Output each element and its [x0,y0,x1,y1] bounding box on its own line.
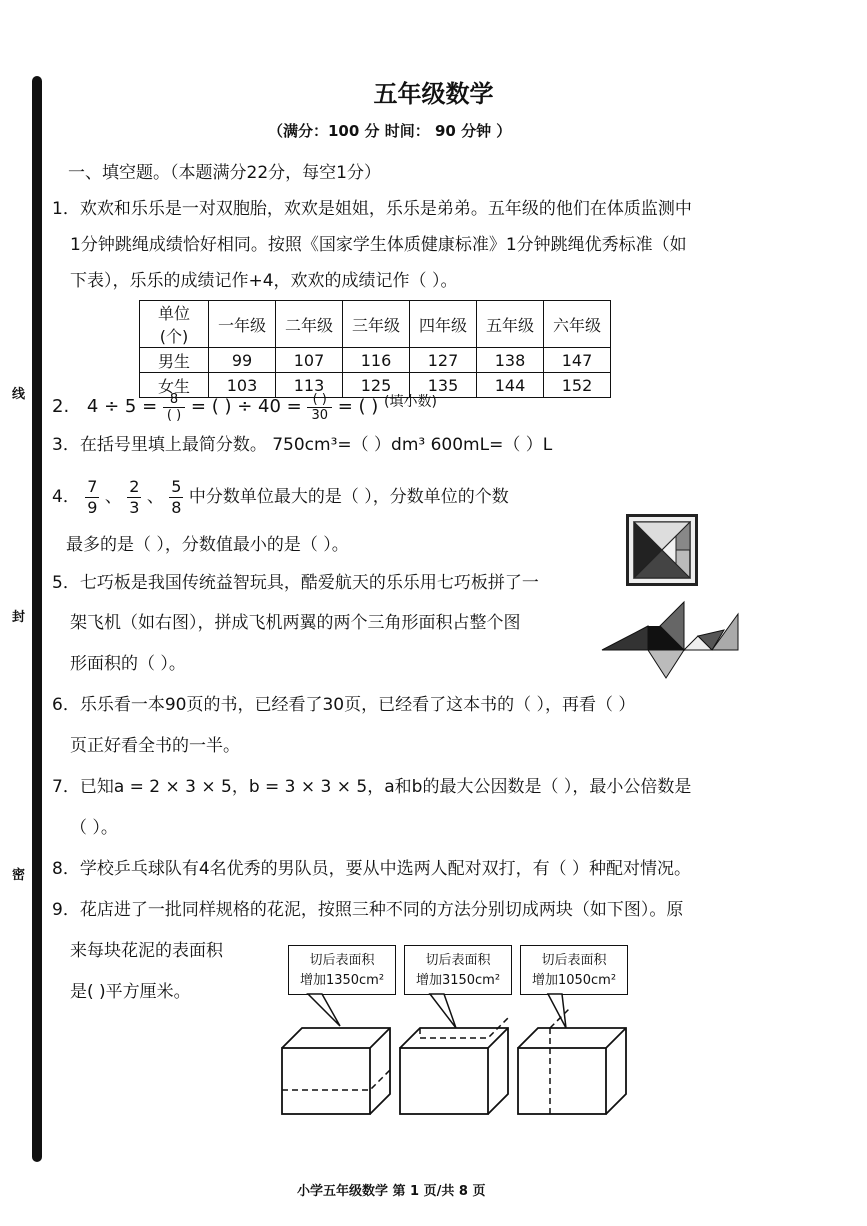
q4-line1 [52,474,509,520]
callout-box [288,945,396,995]
q9-line2: 来每块花泥的表面积 [70,941,223,961]
q5-line1: 5．七巧板是我国传统益智玩具，酷爱航天的乐乐用七巧板拼了一 [52,573,539,593]
q9-line3: 是( )平方厘米。 [70,982,191,1002]
q7-line1: 7．已知a = 2 × 3 × 5，b = 3 × 3 × 5，a和b的最大公因数是（ ），最小公倍数是 [52,777,692,797]
q4-fraction-2 [127,477,141,518]
q4-separator: 、 [104,487,122,507]
table-cell: 99 [209,348,276,373]
table-header-row [140,301,611,348]
table-cell: 107 [276,348,343,373]
exam-info: （满分：100 分 时间： 90 分钟 ） [268,122,512,140]
callout-value: 增加1050cm² [531,973,617,988]
table-header: 一年级 [209,301,276,348]
section-heading: 一、填空题。（本题满分22分，每空1分） [68,163,381,183]
q1-line1: 1．欢欢和乐乐是一对双胞胎，欢欢是姐姐，乐乐是弟弟。五年级的他们在体质监测中 [52,199,692,219]
table-cell: 138 [477,348,544,373]
fraction-numerator: 7 [87,476,98,496]
callout-value: 增加3150cm² [415,973,501,988]
table-header: 二年级 [276,301,343,348]
table-cell: 144 [477,373,544,398]
binding-char-mi: 密 [12,868,26,883]
table-cell: 135 [410,373,477,398]
q5-line2: 架飞机（如右图），拼成飞机两翼的两个三角形面积占整个图 [70,613,521,633]
q4-text: 中分数单位最大的是（ ），分数单位的个数 [188,487,509,507]
table-header: 单位(个) [140,301,209,348]
table-cell: 男生 [140,348,209,373]
q4-fraction-1 [85,477,99,518]
cut-cuboids-figure [270,990,640,1120]
q6-line1: 6．乐乐看一本90页的书，已经看了30页，已经看了这本书的（ ），再看（ ） [52,695,636,715]
table-header: 三年级 [343,301,410,348]
binding-char-feng: 封 [12,610,26,625]
tangram-square-figure [626,514,698,586]
table-cell: 女生 [140,373,209,398]
callout-box [404,945,512,995]
table-header: 四年级 [410,301,477,348]
table-header: 六年级 [544,301,611,348]
table-row [140,348,611,373]
q8-line: 8．学校乒乓球队有4名优秀的男队员，要从中选两人配对双打，有（ ）种配对情况。 [52,859,692,879]
q5-line3: 形面积的（ ）。 [70,654,186,674]
q2-expr3: = ( ) [337,396,379,417]
q2-note: (填小数) [384,394,437,410]
q4-separator: 、 [146,487,164,507]
q4-number: 4． [52,487,80,507]
q1-line2: 1分钟跳绳成绩恰好相同。按照《国家学生体质健康标准》1分钟跳绳优秀标准（如 [70,235,687,255]
q3-line: 3．在括号里填上最简分数。 750cm³=（ ）dm³ 600mL=（ ）L [52,435,553,455]
callout-title: 切后表面积 [309,953,375,968]
q6-line2: 页正好看全书的一半。 [70,736,240,756]
callout-value: 增加1350cm² [299,973,385,988]
q2-expr1: 4 ÷ 5 = [86,396,158,417]
fraction-denominator: 8 [171,497,182,517]
callout-title: 切后表面积 [425,953,491,968]
table-cell: 116 [343,348,410,373]
q4-fraction-3 [169,477,183,518]
callout-box [520,945,628,995]
binding-char-xian: 线 [12,387,26,402]
fraction-denominator: 9 [87,497,98,517]
table-cell: 125 [343,373,410,398]
table-cell: 113 [276,373,343,398]
page-footer: 小学五年级数学 第 1 页/共 8 页 [297,1184,486,1199]
table-cell: 103 [209,373,276,398]
table-cell: 152 [544,373,611,398]
page-title: 五年级数学 [373,80,494,108]
callout-title: 切后表面积 [541,953,607,968]
fraction-numerator: 8 [163,392,185,408]
q7-line2: （ ）。 [70,818,118,838]
table-header: 五年级 [477,301,544,348]
q2-expr2: = ( ) ÷ 40 = [190,396,302,417]
binding-line [32,76,42,1162]
q2-number: 2. [52,396,70,417]
q1-line3: 下表），乐乐的成绩记作+4，欢欢的成绩记作（ ）。 [70,271,458,291]
q2-fraction-1 [163,392,185,423]
fraction-denominator: ( ) [166,407,182,423]
table-cell: 147 [544,348,611,373]
fraction-denominator: 30 [311,407,328,423]
q4-line2: 最多的是（ ），分数值最小的是（ ）。 [66,535,349,555]
q2-fraction-2 [307,392,332,423]
fraction-numerator: 5 [171,476,182,496]
q9-line1: 9．花店进了一批同样规格的花泥，按照三种不同的方法分别切成两块（如下图）。原 [52,900,684,920]
fraction-numerator: ( ) [307,392,332,408]
q2-line [52,382,437,427]
table-cell: 127 [410,348,477,373]
fraction-denominator: 3 [129,497,140,517]
tangram-airplane-figure [600,600,740,680]
fraction-numerator: 2 [129,476,140,496]
